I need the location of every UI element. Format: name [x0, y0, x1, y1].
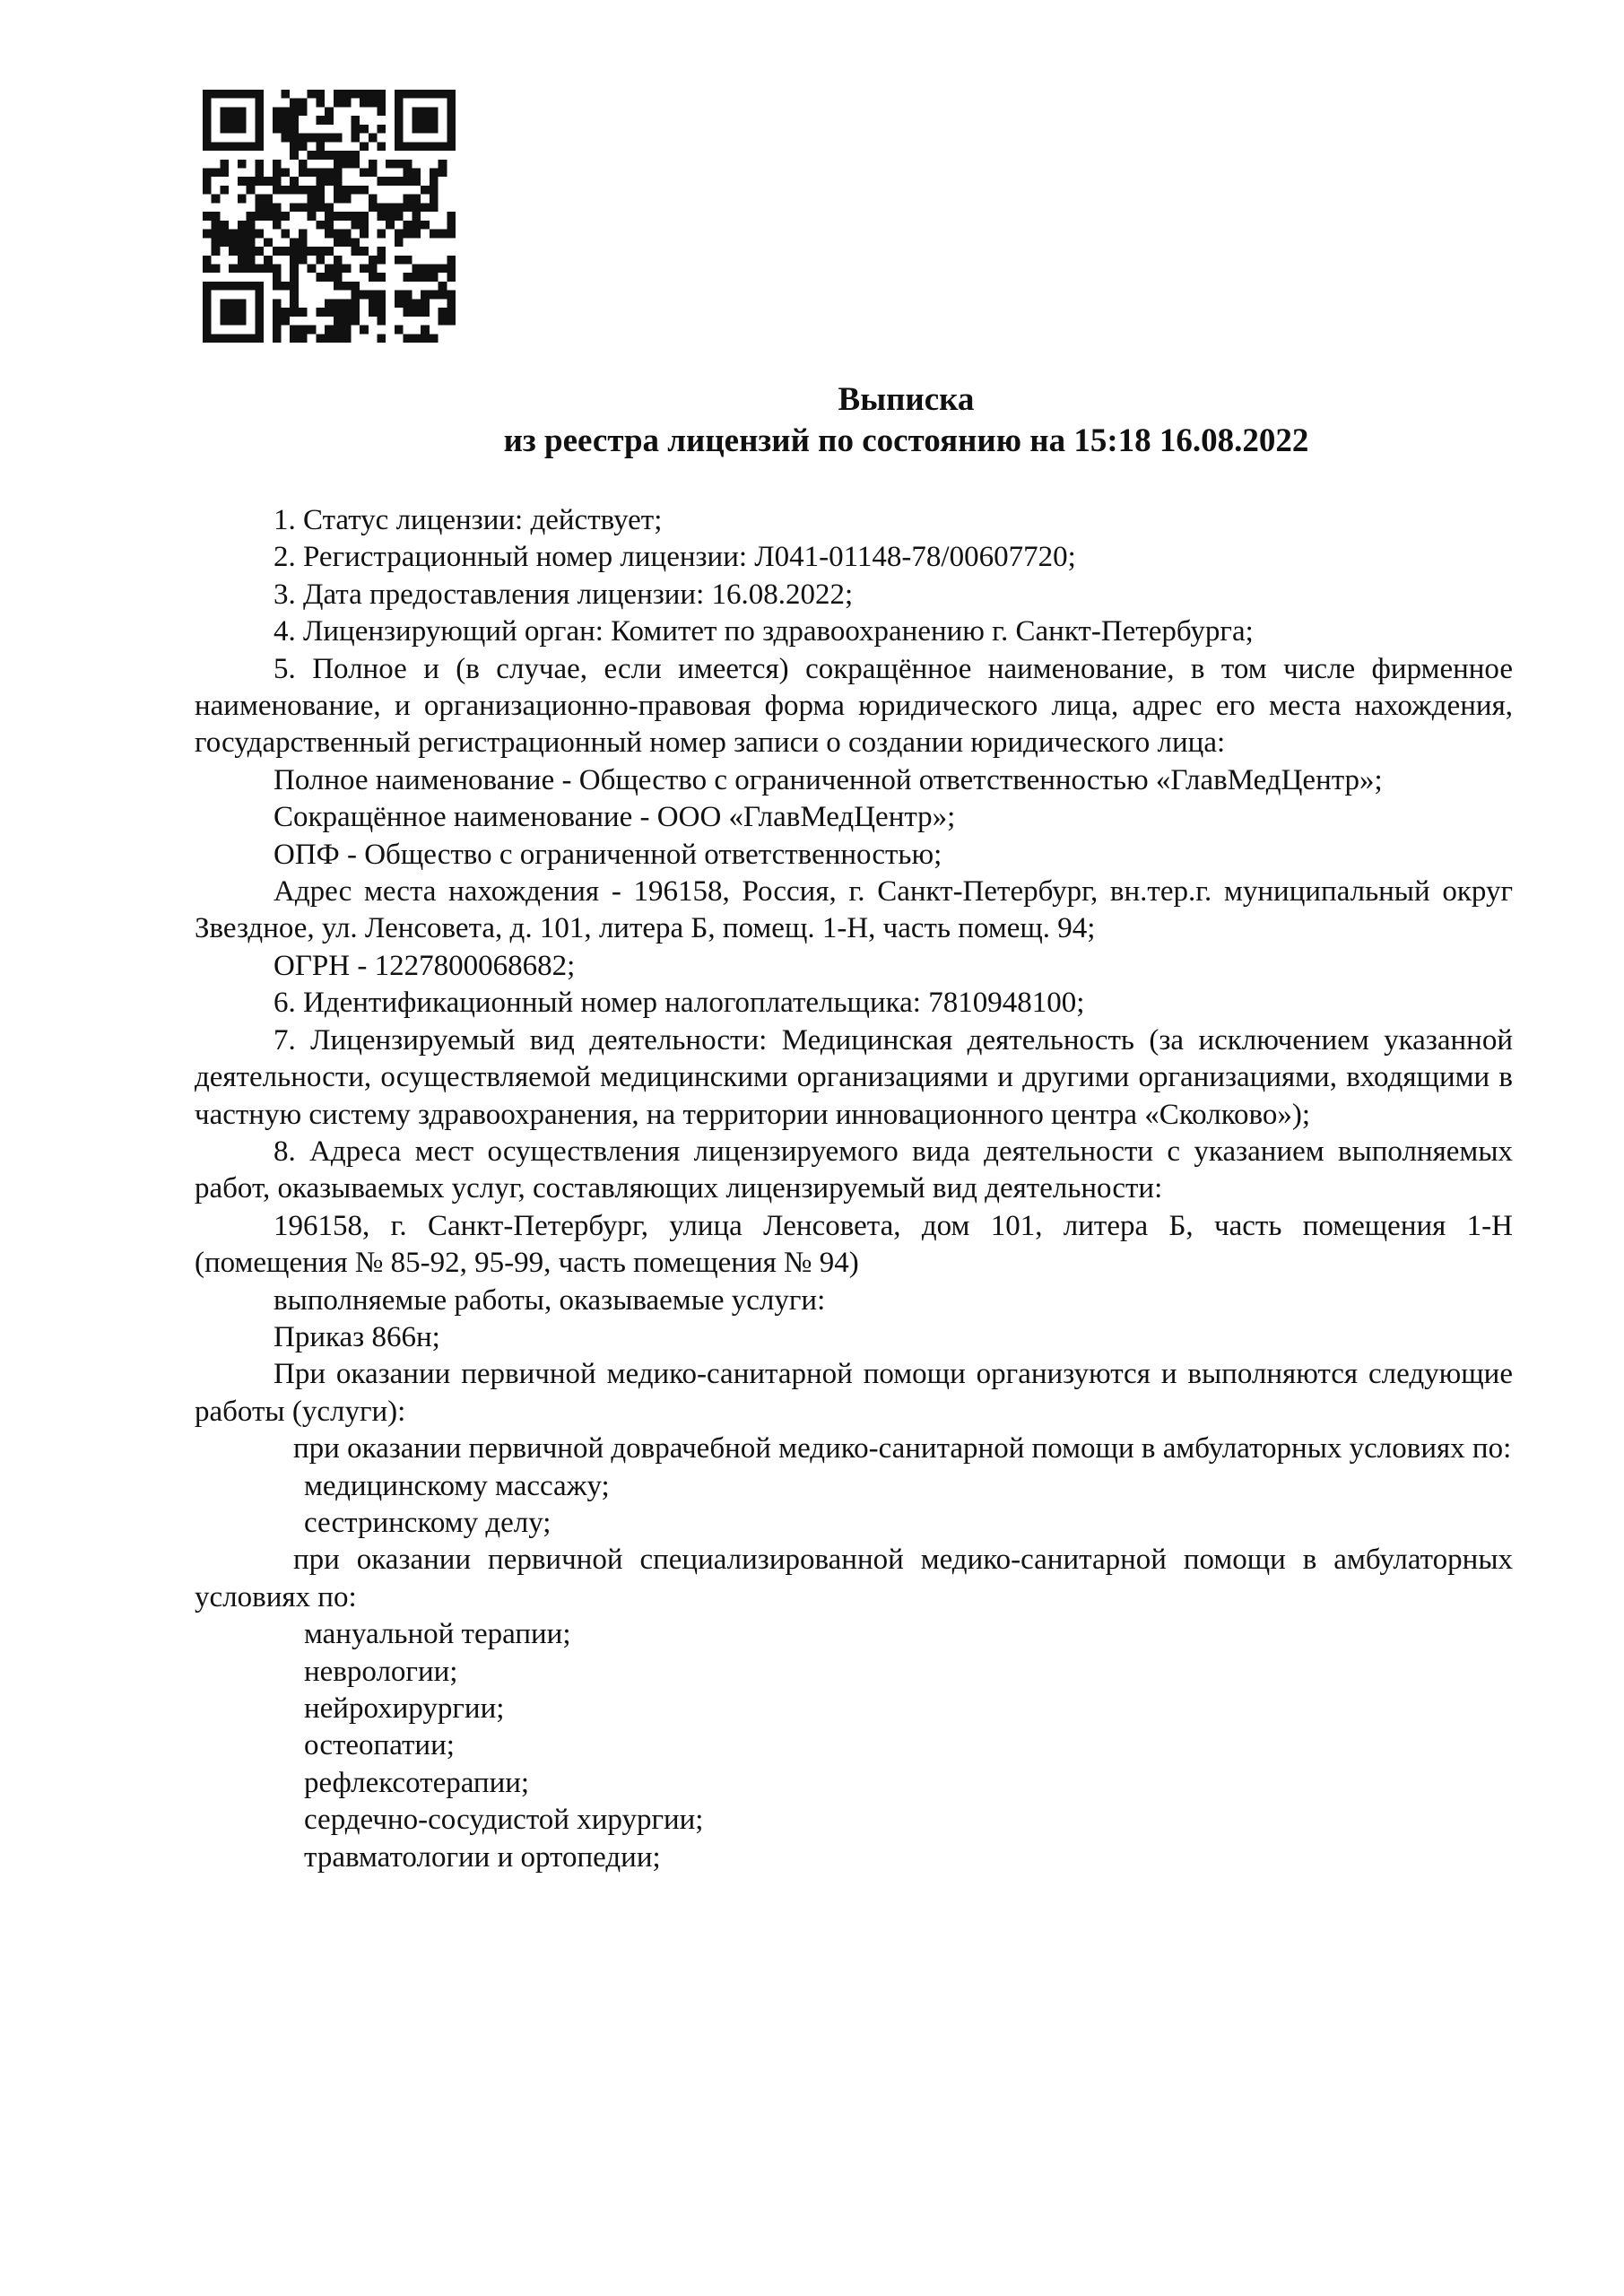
document-body — [195, 502, 1513, 1876]
paragraph: 2. Регистрационный номер лицензии: Л041-01148-78/00607720; — [274, 541, 1076, 574]
paragraph: ОПФ - Общество с ограниченной ответственностью; — [274, 838, 942, 871]
paragraph: 4. Лицензирующий орган: Комитет по здравоохранению г. Санкт-Петербурга; — [274, 615, 1254, 648]
paragraph: при оказании первичной доврачебной медико-санитарной помощи в амбулаторных условиях по: — [293, 1432, 1512, 1465]
paragraph: неврологии; — [304, 1655, 458, 1688]
paragraph: Сокращённое наименование - ООО «ГлавМедЦентр»; — [274, 801, 956, 834]
paragraph: 196158, г. Санкт-Петербург, улица Ленсовета, дом 101, литера Б, часть помещения 1-Н (помещения № 85-92, 95-99, часть помещения № 94) — [195, 1209, 1513, 1280]
paragraph: 8. Адреса мест осуществления лицензируемого вида деятельности с указанием выполняемых работ, оказываемых услуг, составляющих лицензируемый вид деятельности: — [195, 1135, 1513, 1205]
document-subtitle: из реестра лицензий по состоянию на 15:18 16.08.2022 — [503, 422, 1309, 459]
paragraph: ОГРН - 1227800068682; — [274, 949, 576, 982]
paragraph: нейрохирургии; — [304, 1692, 505, 1725]
paragraph: медицинскому массажу; — [304, 1469, 610, 1502]
paragraph: травматологии и ортопедии; — [304, 1840, 661, 1874]
paragraph: сестринскому делу; — [304, 1506, 551, 1539]
paragraph: 6. Идентификационный номер налогоплательщика: 7810948100; — [274, 987, 1085, 1020]
paragraph: 5. Полное и (в случае, если имеется) сокращённое наименование, в том числе фирменное наименование, и организационно-правовая форма юридического лица, адрес его места нахождения, государственный регистрационный номер записи о создании юридического лица: — [195, 652, 1513, 760]
paragraph: при оказании первичной специализированной медико-санитарной помощи в амбулаторных условиях по: — [195, 1544, 1513, 1613]
paragraph: остеопатии; — [304, 1729, 455, 1762]
paragraph: 3. Дата предоставления лицензии: 16.08.2022; — [274, 578, 854, 611]
paragraph: 7. Лицензируемый вид деятельности: Медицинская деятельность (за исключением указанной деятельности, осуществляемой медицинскими организациями и другими организациями, входящими в частную систему здравоохранения, на территории инновационного центра «Сколково»); — [195, 1023, 1513, 1131]
document-title: Выписка — [838, 381, 975, 418]
qr-code-icon — [203, 90, 456, 343]
paragraph: 1. Статус лицензии: действует; — [274, 504, 663, 536]
paragraph: Приказ 866н; — [274, 1320, 440, 1353]
paragraph: мануальной терапии; — [304, 1618, 571, 1651]
paragraph: Адрес места нахождения - 196158, Россия, г. Санкт-Петербург, вн.тер.г. муниципальный округ Звездное, ул. Ленсовета, д. 101, литера Б, помещ. 1-Н, часть помещ. 94; — [195, 875, 1513, 945]
paragraph: сердечно-сосудистой хирургии; — [304, 1804, 704, 1837]
paragraph: При оказании первичной медико-санитарной помощи организуются и выполняются следующие работы (услуги): — [195, 1358, 1513, 1428]
paragraph: выполняемые работы, оказываемые услуги: — [274, 1283, 826, 1317]
paragraph: Полное наименование - Общество с ограниченной ответственностью «ГлавМедЦентр»; — [274, 763, 1383, 796]
paragraph: рефлексотерапии; — [304, 1766, 530, 1799]
